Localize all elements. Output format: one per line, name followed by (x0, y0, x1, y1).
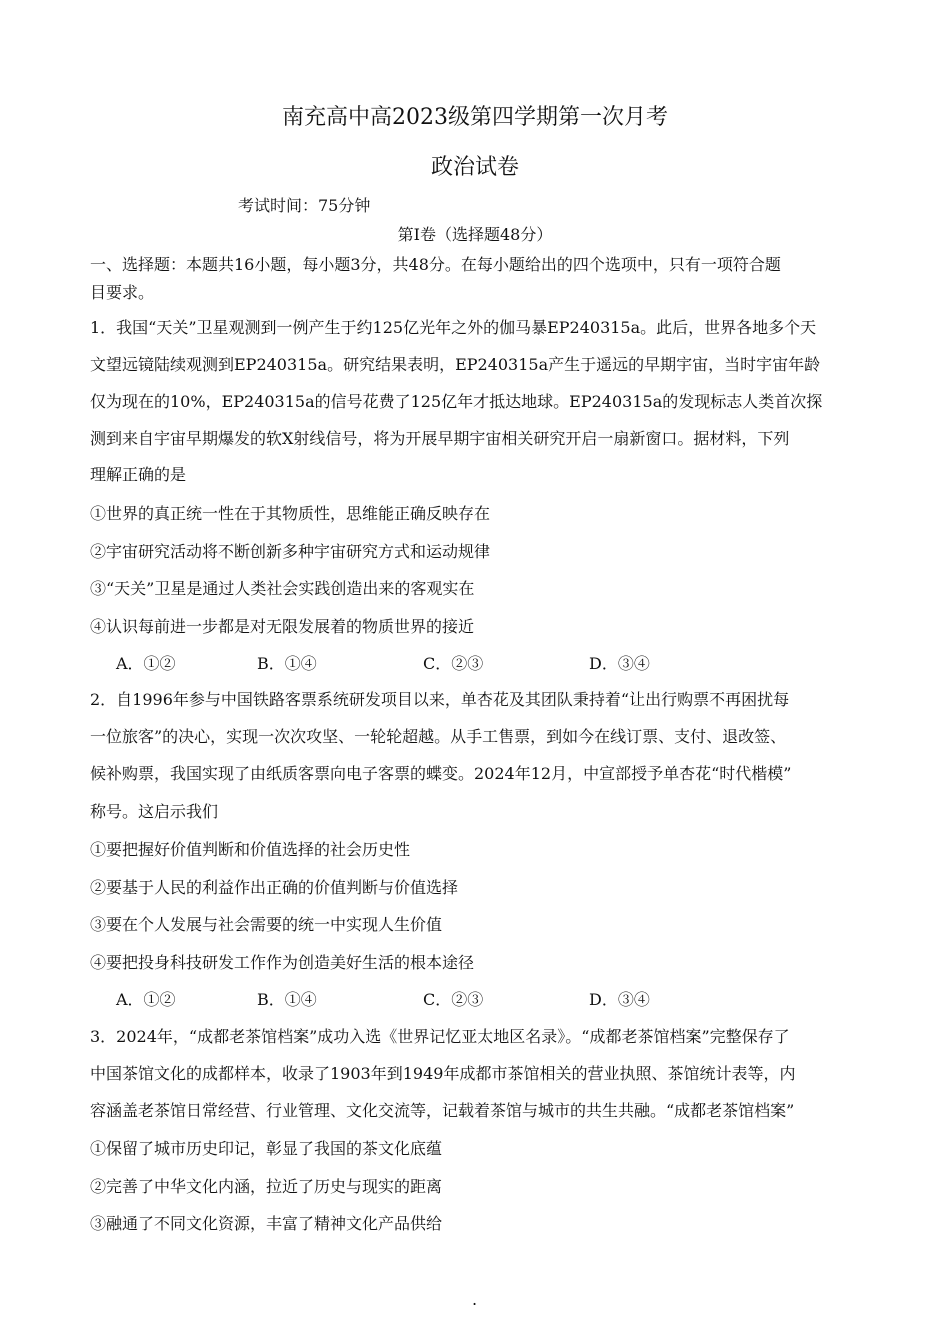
question-1-stem-line: 测到来自宇宙早期爆发的软X射线信号，将为开展早期宇宙相关研究开启一扇新窗口。据材料，下列 (90, 429, 790, 448)
question-3-statement: ①保留了城市历史印记，彰显了我国的茶文化底蕴 (90, 1139, 443, 1158)
question-2-statement: ③要在个人发展与社会需要的统一中实现人生价值 (90, 915, 443, 934)
question-3-stem-line: 容涵盖老茶馆日常经营、行业管理、文化交流等，记载着茶馆与城市的共生共融。“成都老茶馆档案” (90, 1101, 795, 1120)
question-2-statement: ①要把握好价值判断和价值选择的社会历史性 (90, 840, 411, 859)
question-3-statement: ②完善了中华文化内涵，拉近了历史与现实的距离 (90, 1177, 443, 1196)
question-2-stem-line: 一位旅客”的决心，实现一次次攻坚、一轮轮超越。从手工售票，到如今在线订票、支付、退改签、 (90, 727, 787, 746)
instructions-line: 一、选择题：本题共16小题，每小题3分，共48分。在每小题给出的四个选项中，只有一项符合题 (90, 255, 781, 274)
question-2-stem-line: 候补购票，我国实现了由纸质客票向电子客票的蝶变。2024年12月，中宣部授予单杏花“时代楷模” (90, 764, 792, 783)
question-1-stem-line: 1．我国“天关”卫星观测到一例产生于约125亿光年之外的伽马暴EP240315a。此后，世界各地多个天 (90, 318, 817, 337)
exam-subtitle: 政治试卷 (430, 155, 519, 180)
question-2-statement: ④要把投身科技研发工作作为创造美好生活的根本途径 (90, 953, 475, 972)
question-3-stem-line: 中国茶馆文化的成都样本，收录了1903年到1949年成都市茶馆相关的营业执照、茶馆统计表等，内 (90, 1064, 796, 1083)
question-1-stem-line: 文望远镜陆续观测到EP240315a。研究结果表明，EP240315a产生于遥远的早期宇宙，当时宇宙年龄 (90, 355, 821, 374)
question-2-option-a: A．①② (116, 990, 176, 1009)
question-1-option-a: A．①② (116, 654, 176, 673)
question-1-option-b: B．①④ (257, 654, 317, 673)
question-1-statement: ②宇宙研究活动将不断创新多种宇宙研究方式和运动规律 (90, 542, 491, 561)
section-heading: 第Ⅰ卷（选择题48分） (397, 225, 553, 244)
question-2-statement: ②要基于人民的利益作出正确的价值判断与价值选择 (90, 878, 459, 897)
question-2-option-c: C．②③ (423, 990, 484, 1009)
question-1-statement: ①世界的真正统一性在于其物质性，思维能正确反映存在 (90, 504, 491, 523)
question-1-stem-line: 仅为现在的10%，EP240315a的信号花费了125亿年才抵达地球。EP240315a的发现标志人类首次探 (90, 392, 823, 411)
page-dot: . (472, 1290, 478, 1309)
question-3-statement: ③融通了不同文化资源，丰富了精神文化产品供给 (90, 1214, 443, 1233)
question-1-stem-line: 理解正确的是 (90, 465, 187, 484)
instructions-line: 目要求。 (90, 283, 155, 302)
question-1-option-c: C．②③ (423, 654, 484, 673)
question-1-statement: ③“天关”卫星是通过人类社会实践创造出来的客观实在 (90, 579, 475, 598)
question-1-statement: ④认识每前进一步都是对无限发展着的物质世界的接近 (90, 617, 475, 636)
question-3-stem-line: 3．2024年，“成都老茶馆档案”成功入选《世界记忆亚太地区名录》。“成都老茶馆档案”完整保存了 (90, 1027, 790, 1046)
question-1-option-d: D．③④ (589, 654, 650, 673)
exam-time: 考试时间：75分钟 (238, 196, 371, 215)
question-2-stem-line: 2．自1996年参与中国铁路客票系统研发项目以来，单杏花及其团队秉持着“让出行购票不再困扰每 (90, 690, 790, 709)
question-2-stem-line: 称号。这启示我们 (90, 802, 219, 821)
question-2-option-d: D．③④ (589, 990, 650, 1009)
exam-title: 南充高中高2023级第四学期第一次月考 (282, 105, 668, 130)
question-2-option-b: B．①④ (257, 990, 317, 1009)
